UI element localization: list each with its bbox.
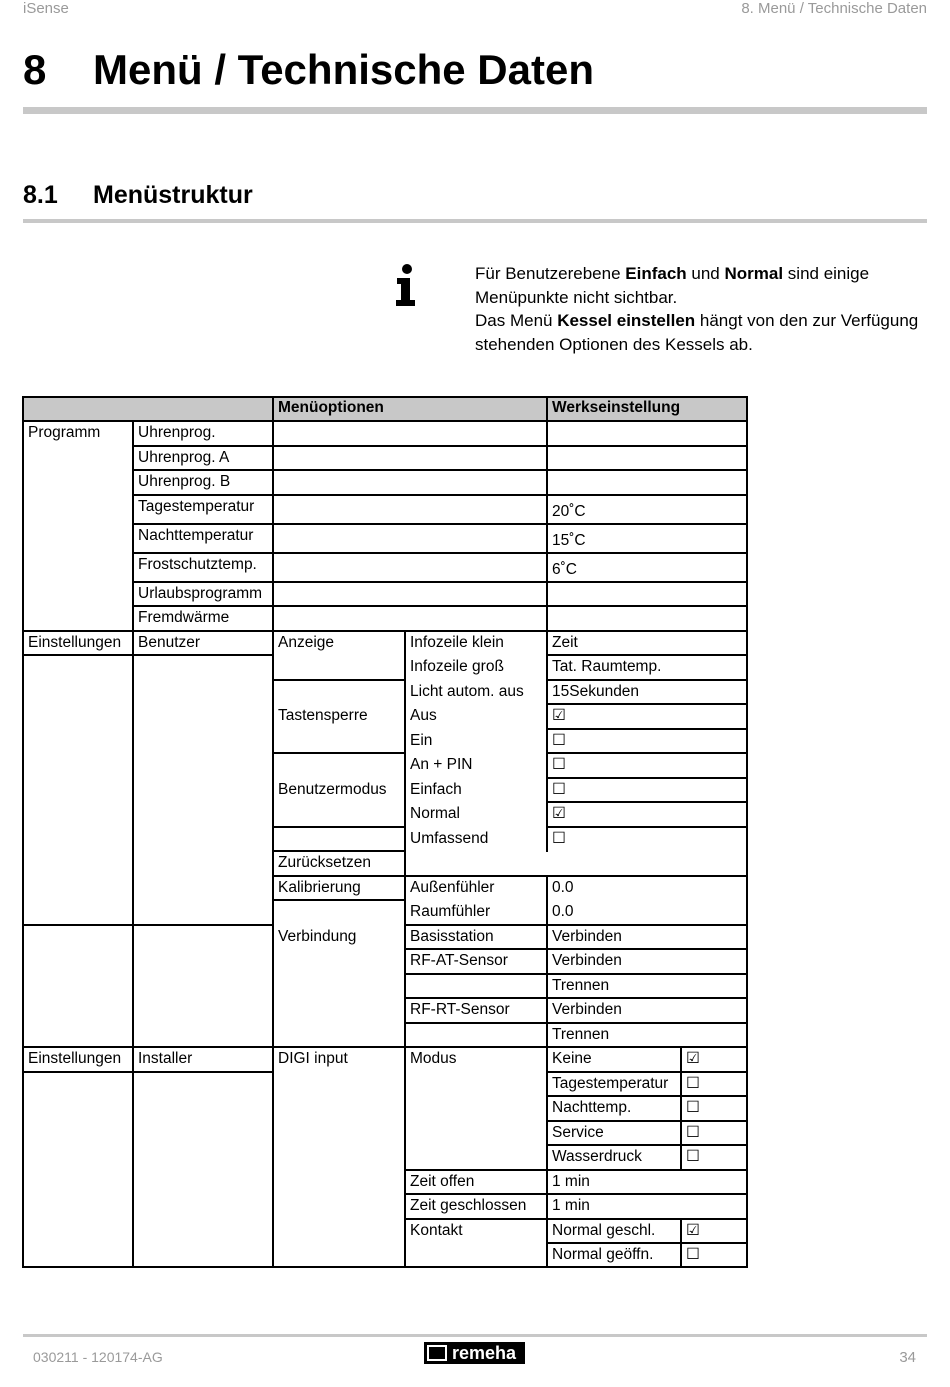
menu-level-2-cell: Urlaubsprogramm xyxy=(138,584,263,602)
chapter-rule xyxy=(23,107,927,114)
table-header-rule xyxy=(22,420,748,422)
default-value-cell: ☐ xyxy=(552,780,566,798)
default-value-cell: 15˚C xyxy=(552,531,586,549)
default-value-cell: Verbinden xyxy=(552,927,622,945)
remeha-logo-mark xyxy=(427,1345,447,1361)
column-header-default: Werkseinstellung xyxy=(552,399,681,416)
menu-level-4-cell: Infozeile groß xyxy=(410,658,504,675)
default-value-cell: ☐ xyxy=(552,756,566,773)
menu-level-4-cell: An + PIN xyxy=(410,756,473,773)
table-rule xyxy=(546,948,748,950)
table-rule xyxy=(132,605,748,607)
table-column-rule xyxy=(680,1046,682,1171)
table-rule xyxy=(132,581,748,583)
table-rule xyxy=(546,1022,748,1024)
info-line-2 xyxy=(475,309,945,356)
table-rule xyxy=(272,679,406,681)
default-value-cell: 1 min xyxy=(552,1172,590,1190)
menu-level-4-cell: Normal xyxy=(410,805,460,822)
table-rule xyxy=(546,1120,748,1122)
menu-level-3-cell: Benutzermodus xyxy=(278,780,387,798)
info-text-run: hängt von den zur Verfügung stehenden Optionen des Kessels ab. xyxy=(475,311,919,354)
menu-level-2-cell: Uhrenprog. xyxy=(138,424,216,441)
default-value-cell: ☐ xyxy=(552,731,566,749)
menu-level-2-cell: Nachttemperatur xyxy=(138,526,254,544)
table-column-rule xyxy=(272,396,274,1268)
default-value-cell: Service xyxy=(552,1123,604,1141)
menu-level-2-cell: Frostschutztemp. xyxy=(138,555,257,573)
table-right-border xyxy=(746,396,748,1268)
table-rule xyxy=(22,654,134,656)
table-rule xyxy=(272,875,748,877)
default-value-cell: 1 min xyxy=(552,1197,590,1214)
default-value-cell: Normal geöffn. xyxy=(552,1246,654,1263)
table-rule xyxy=(546,752,748,754)
default-value-cell: Trennen xyxy=(552,1025,610,1043)
table-rule xyxy=(132,654,274,656)
default-value-cell: 20˚C xyxy=(552,502,586,520)
default-flag-cell: ☑ xyxy=(686,1050,700,1067)
menu-level-2-cell: Installer xyxy=(138,1050,193,1067)
table-rule xyxy=(546,654,748,656)
default-value-cell: Nachttemp. xyxy=(552,1099,632,1116)
menu-level-4-cell: Ein xyxy=(410,731,433,749)
menu-level-2-cell: Tagestemperatur xyxy=(138,497,255,515)
menu-structure-table xyxy=(22,396,746,1266)
footer-rule xyxy=(23,1334,927,1337)
menu-level-4-cell: Infozeile klein xyxy=(410,633,504,651)
menu-level-2-cell: Benutzer xyxy=(138,633,201,651)
default-value-cell: Trennen xyxy=(552,976,610,994)
table-rule xyxy=(132,924,274,926)
info-text-run: sind einige Menüpunkte nicht sichtbar. xyxy=(475,264,870,307)
table-rule xyxy=(546,1193,748,1195)
table-rule xyxy=(22,1071,134,1073)
chapter-number: 8 xyxy=(23,46,47,93)
menu-level-2-cell: Fremdwärme xyxy=(138,609,230,626)
section-rule xyxy=(23,219,927,223)
default-value-cell: Keine xyxy=(552,1050,592,1067)
menu-level-4-cell: Raumfühler xyxy=(410,903,491,920)
table-rule xyxy=(546,679,748,681)
remeha-logo xyxy=(424,1342,525,1364)
menu-level-4-cell: Kontakt xyxy=(410,1221,463,1239)
section-title: Menüstruktur xyxy=(93,181,253,209)
table-rule xyxy=(132,445,748,447)
menu-level-4-cell: RF-RT-Sensor xyxy=(410,1001,510,1018)
info-emphasis: Einfach xyxy=(625,264,687,283)
default-value-cell: 0.0 xyxy=(552,878,574,896)
menu-level-4-cell: Basisstation xyxy=(410,927,494,945)
table-column-rule xyxy=(546,396,548,852)
menu-level-1-cell: Programm xyxy=(28,424,101,441)
table-rule xyxy=(546,1071,748,1073)
section-heading xyxy=(23,181,253,210)
info-text-run: Für Benutzerebene xyxy=(475,264,626,283)
default-flag-cell: ☐ xyxy=(686,1123,700,1141)
table-rule xyxy=(546,1144,748,1146)
table-rule xyxy=(404,924,748,926)
menu-level-4-cell: Umfassend xyxy=(410,829,489,847)
info-note xyxy=(475,262,945,356)
menu-level-4-cell: Modus xyxy=(410,1050,457,1067)
table-rule xyxy=(132,469,748,471)
table-rule xyxy=(272,826,406,828)
chapter-heading xyxy=(23,46,594,94)
menu-level-4-cell: Zeit offen xyxy=(410,1172,475,1190)
menu-level-3-cell: DIGI input xyxy=(278,1050,348,1067)
menu-level-4-cell: Zeit geschlossen xyxy=(410,1197,527,1214)
menu-level-3-cell: Verbindung xyxy=(278,927,357,945)
menu-level-4-cell: Aus xyxy=(410,707,437,724)
footer-document-number: 030211 - 120174-AG xyxy=(33,1349,163,1365)
table-rule xyxy=(546,1169,748,1171)
table-rule xyxy=(404,1193,548,1195)
table-rule xyxy=(132,552,748,554)
menu-level-3-cell: Kalibrierung xyxy=(278,878,361,896)
menu-level-4-cell: RF-AT-Sensor xyxy=(410,952,508,969)
default-value-cell: Tat. Raumtemp. xyxy=(552,658,662,675)
default-value-cell: 15Sekunden xyxy=(552,682,640,700)
menu-level-1-cell: Einstellungen xyxy=(28,1050,122,1067)
table-rule xyxy=(272,850,406,852)
table-column-rule xyxy=(132,420,134,1268)
table-rule xyxy=(272,752,406,754)
default-value-cell: Verbinden xyxy=(552,1001,622,1018)
table-rule xyxy=(22,924,134,926)
page-header-right: 8. Menü / Technische Daten xyxy=(741,0,927,17)
table-rule xyxy=(546,1218,748,1220)
default-value-cell: ☐ xyxy=(552,829,566,847)
default-flag-cell: ☐ xyxy=(686,1074,700,1092)
table-rule xyxy=(22,630,748,632)
info-emphasis: Kessel einstellen xyxy=(557,311,696,330)
chapter-title: Menü / Technische Daten xyxy=(93,46,594,93)
table-rule xyxy=(132,494,748,496)
menu-level-4-cell: Licht autom. aus xyxy=(410,682,524,700)
table-rule xyxy=(546,801,748,803)
menu-level-1-cell: Einstellungen xyxy=(28,633,122,651)
info-icon xyxy=(393,263,421,307)
default-value-cell: Wasserdruck xyxy=(552,1148,642,1165)
default-value-cell: ☑ xyxy=(552,707,566,724)
default-value-cell: 6˚C xyxy=(552,560,577,578)
default-value-cell: 0.0 xyxy=(552,903,574,920)
default-value-cell: Verbinden xyxy=(552,952,622,969)
info-line-1 xyxy=(475,262,945,309)
menu-level-4-cell: Einfach xyxy=(410,780,462,798)
table-rule xyxy=(546,1242,748,1244)
default-flag-cell: ☑ xyxy=(686,1221,700,1239)
table-rule xyxy=(22,1046,748,1048)
table-rule xyxy=(132,523,748,525)
default-value-cell: Tagestemperatur xyxy=(552,1074,669,1092)
info-text-run: und xyxy=(686,264,725,283)
default-value-cell: ☑ xyxy=(552,805,566,822)
table-left-border xyxy=(22,396,24,1268)
default-flag-cell: ☐ xyxy=(686,1246,700,1263)
table-rule xyxy=(272,899,406,901)
default-value-cell: Zeit xyxy=(552,633,578,651)
section-number: 8.1 xyxy=(23,181,58,209)
table-rule xyxy=(132,1071,274,1073)
menu-level-3-cell: Anzeige xyxy=(278,633,335,651)
default-value-cell: Normal geschl. xyxy=(552,1221,656,1239)
default-flag-cell: ☐ xyxy=(686,1099,700,1116)
table-rule xyxy=(546,826,748,828)
table-rule xyxy=(546,777,748,779)
page-header-left: iSense xyxy=(23,0,69,17)
info-emphasis: Normal xyxy=(724,264,784,283)
remeha-logo-word: remeha xyxy=(452,1343,517,1363)
table-rule xyxy=(546,703,748,705)
table-rule xyxy=(546,728,748,730)
menu-level-4-cell: Außenfühler xyxy=(410,878,495,896)
table-rule xyxy=(404,997,748,999)
menu-level-3-cell: Zurücksetzen xyxy=(278,854,372,871)
page-number: 34 xyxy=(899,1349,916,1366)
info-text-run: Das Menü xyxy=(475,311,558,330)
table-rule xyxy=(546,1095,748,1097)
column-header-options: Menüoptionen xyxy=(278,399,384,416)
table-rule xyxy=(404,1169,548,1171)
table-rule xyxy=(404,973,748,975)
table-bottom-border xyxy=(22,1266,748,1268)
default-flag-cell: ☐ xyxy=(686,1148,700,1165)
menu-level-2-cell: Uhrenprog. B xyxy=(138,473,231,490)
table-top-border xyxy=(22,396,748,398)
menu-level-3-cell: Tastensperre xyxy=(278,707,368,724)
menu-level-2-cell: Uhrenprog. A xyxy=(138,448,230,466)
table-rule xyxy=(404,1218,548,1220)
